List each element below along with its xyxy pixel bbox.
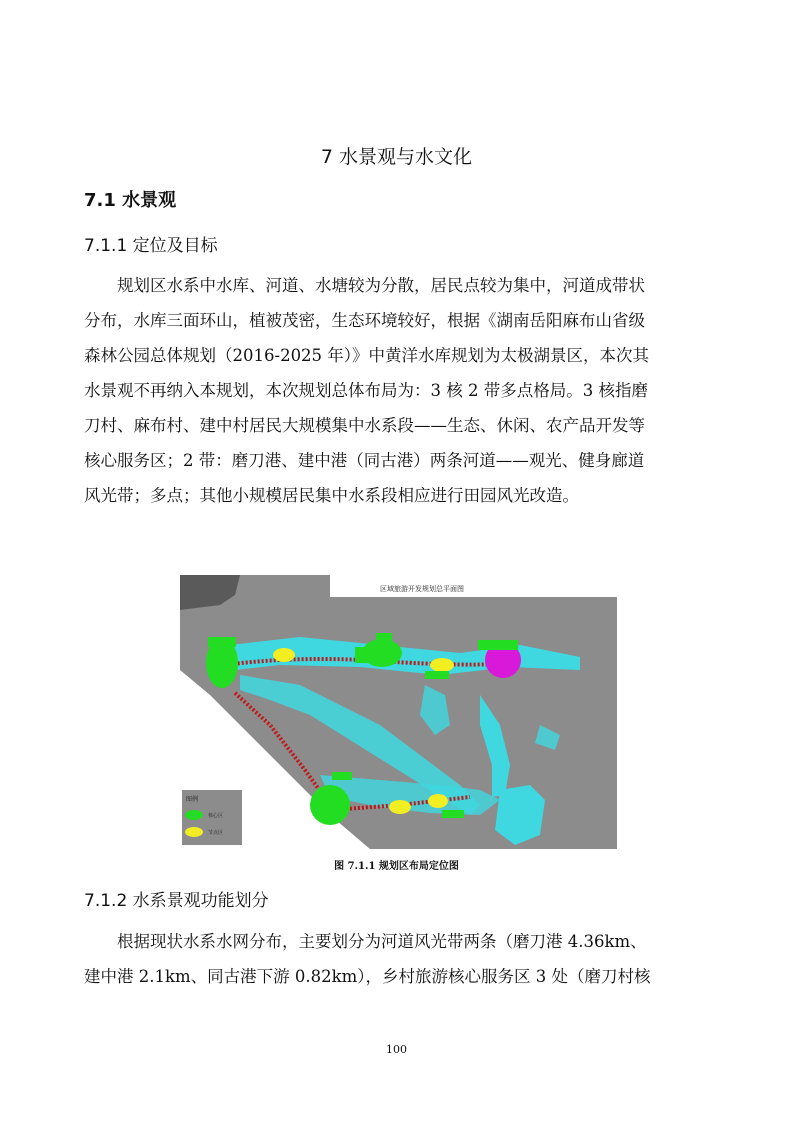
node-area bbox=[430, 658, 454, 672]
legend-title: 图例 bbox=[186, 796, 199, 803]
layout-map-figure bbox=[180, 575, 617, 849]
map-title: 区域旅游开发规划总平面图 bbox=[380, 585, 464, 593]
paragraph-line: 刀村、麻布村、建中村居民大规模集中水系段——生态、休闲、农产品开发等 bbox=[84, 416, 645, 435]
paragraph-positioning bbox=[84, 268, 710, 513]
subsection-title-positioning: 7.1.1 定位及目标 bbox=[84, 236, 218, 256]
paragraph-line: 森林公园总体规划（2016-2025 年）》中黄洋水库规划为太极湖景区，本次其 bbox=[84, 346, 650, 365]
paragraph-line: 水景观不再纳入本规划，本次规划总体布局为：3 核 2 带多点格局。3 核指磨 bbox=[84, 381, 648, 400]
paragraph-line: 核心服务区；2 带：磨刀港、建中港（同古港）两条河道——观光、健身廊道 bbox=[84, 451, 645, 470]
node-area bbox=[273, 648, 295, 662]
legend-node-swatch bbox=[185, 827, 203, 837]
legend-node-label: 节点区 bbox=[208, 830, 224, 836]
paragraph-function bbox=[84, 924, 710, 994]
node-area bbox=[389, 800, 411, 814]
section-title: 7.1 水景观 bbox=[84, 190, 177, 211]
paragraph-line: 风光带；多点；其他小规模居民集中水系段相应进行田园风光改造。 bbox=[84, 486, 579, 505]
paragraph-line: 根据现状水系水网分布，主要划分为河道风光带两条（磨刀港 4.36km、 bbox=[117, 932, 647, 951]
map-title-area bbox=[330, 575, 617, 597]
node-area bbox=[428, 794, 448, 808]
legend-core-swatch bbox=[185, 810, 203, 820]
core-area-jianzhong bbox=[310, 785, 350, 825]
figure-caption: 图 7.1.1 规划区布局定位图 bbox=[334, 861, 459, 872]
paragraph-line: 建中港 2.1km、同古港下游 0.82km），乡村旅游核心服务区 3 处（磨刀村核 bbox=[84, 967, 651, 986]
paragraph-line: 规划区水系中水库、河道、水塘较为分散，居民点较为集中，河道成带状 bbox=[117, 276, 645, 295]
page-number: 100 bbox=[386, 1043, 407, 1056]
chapter-title: 7 水景观与水文化 bbox=[320, 146, 473, 168]
subsection-title-function: 7.1.2 水系景观功能划分 bbox=[84, 891, 269, 911]
paragraph-line: 分布，水库三面环山，植被茂密，生态环境较好，根据《湖南岳阳麻布山省级 bbox=[84, 311, 645, 330]
layout-map bbox=[180, 575, 617, 849]
legend-core-label: 核心区 bbox=[208, 813, 224, 819]
